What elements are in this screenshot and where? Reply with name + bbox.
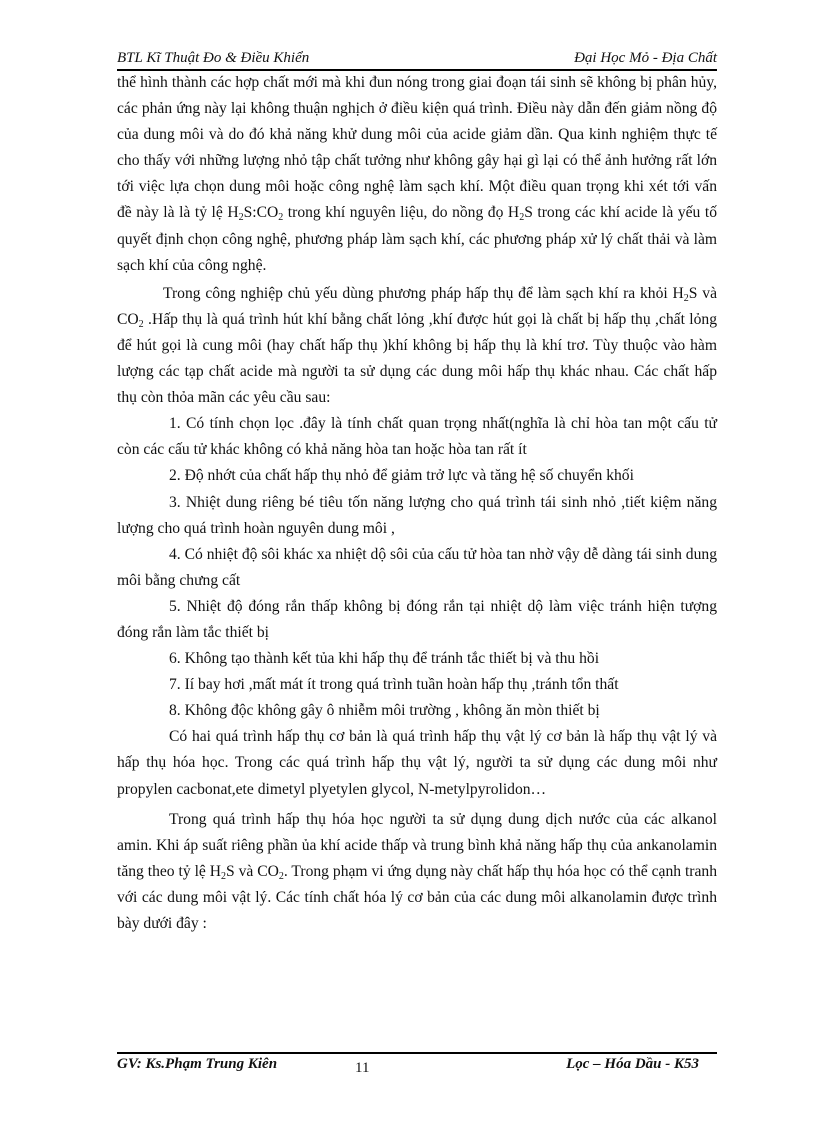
paragraph-4: Trong quá trình hấp thụ hóa học người ta sử dụng dung dịch nước của các alkanol amin. Khi áp suất riêng phần ủa khí acide thấp và trung bình khả năng hấp thụ của ankanolamin tăng theo tỷ lệ $H_2S$ và $CO_2$. Trong phạm vi ứng dụng này chất hấp thụ hóa học có thể cạnh tranh với các dung môi vật lý. Các tính chất hóa lý cơ bản của các dung môi alkanolamin được trình bày dưới đây : [117,810,717,932]
list-item: 8. Không độc không gây ô nhiễm môi trường , không ăn mòn thiết bị [169,702,600,720]
list-item: 7. Ií bay hơi ,mất mát ít trong quá trình tuần hoàn hấp thụ ,tránh tổn thất [169,676,619,694]
list-item: 1. Có tính chọn lọc .đây là tính chất quan trọng nhất(nghĩa là chỉ hòa tan một cấu tử còn các cấu tử khác không có khả năng hòa tan hoặc hòa tan rất ít [117,415,717,459]
paragraph-3: Có hai quá trình hấp thụ cơ bản là quá trình hấp thụ vật lý cơ bản là hấp thụ vật lý và hấp thụ hóa học. Trong các quá trình hấp thụ vật lý, người ta sử dụng các dung môi như propylen cacbonat,ete dimetyl plyetylen glycol, N-metylpyrolidon… [117,728,717,798]
page-header [117,50,717,70]
header-left: BTL Kĩ Thuật Đo & Điều Khiển [117,50,310,66]
list-item: 6. Không tạo thành kết tủa khi hấp thụ để tránh tắc thiết bị và thu hồi [169,650,600,668]
list-item: 3. Nhiệt dung riêng bé tiêu tốn năng lượng cho quá trình tái sinh nhỏ ,tiết kiệm năng lượng cho quá trình hoàn nguyên dung môi , [117,493,717,537]
footer-class: Lọc – Hóa Dầu - K53 [566,1056,699,1072]
paragraph-1: thể hình thành các hợp chất mới mà khi đun nóng trong giai đoạn tái sinh sẽ không bị phân hủy, các phản ứng này lại không thuận nghịch ở điều kiện quá trình. Điều này dẫn đến giảm nồng độ của dung môi và do đó khả năng khử dung môi của acide giảm dần. Qua kinh nghiệm thực tế cho thấy với những lượng nhỏ tập chất tưởng như không gây hại gì lại có thể ảnh hưởng rất lớn tới việc lựa chọn dung môi hoặc công nghệ làm sạch khí. Một điều quan trọng khi xét tới vấn đề này là là tỷ lệ $H_2S:CO_2$ trong khí nguyên liệu, do nồng đọ $H_2S$ trong các khí acide là yếu tố quyết định chọn công nghệ, phương pháp làm sạch khí, các phương pháp xử lý chất thải và làm sạch khí của công nghệ. [117,74,718,274]
list-item: 4. Có nhiệt độ sôi khác xa nhiệt dộ sôi của cấu tử hòa tan nhờ vậy dễ dàng tái sinh dung môi bằng chưng cất [117,545,717,589]
footer-instructor: GV: Ks.Phạm Trung Kiên [117,1056,278,1072]
list-item: 5. Nhiệt độ đóng rắn thấp không bị đóng rắn tại nhiệt dộ làm việc tránh hiện tượng đóng rắn làm tắc thiết bị [117,597,717,641]
paragraph-2: Trong công nghiệp chủ yếu dùng phương pháp hấp thụ để làm sạch khí ra khỏi $H_2S$ và $CO_2$ .Hấp thụ là quá trình hút khí bằng chất lỏng ,khí được hút gọi là chất bị hấp thụ ,chất lỏng để hút gọi là cung môi (hay chất hấp thụ )khí không bị hấp thụ là khí trơ. Tùy thuộc vào hàm lượng các tạp chất acide mà người ta sử dụng các dung môi hấp thụ khác nhau. Các chất hấp thụ còn thỏa mãn các yêu cầu sau: [117,284,717,407]
document-body [117,70,717,937]
header-right: Đại Học Mỏ - Địa Chất [574,50,717,66]
list-item: 2. Độ nhớt của chất hấp thụ nhỏ để giảm trở lực và tăng hệ số chuyển khối [169,467,634,485]
page-number: 11 [355,1060,370,1076]
footer-rule [117,1052,717,1054]
page-footer [117,1056,717,1078]
